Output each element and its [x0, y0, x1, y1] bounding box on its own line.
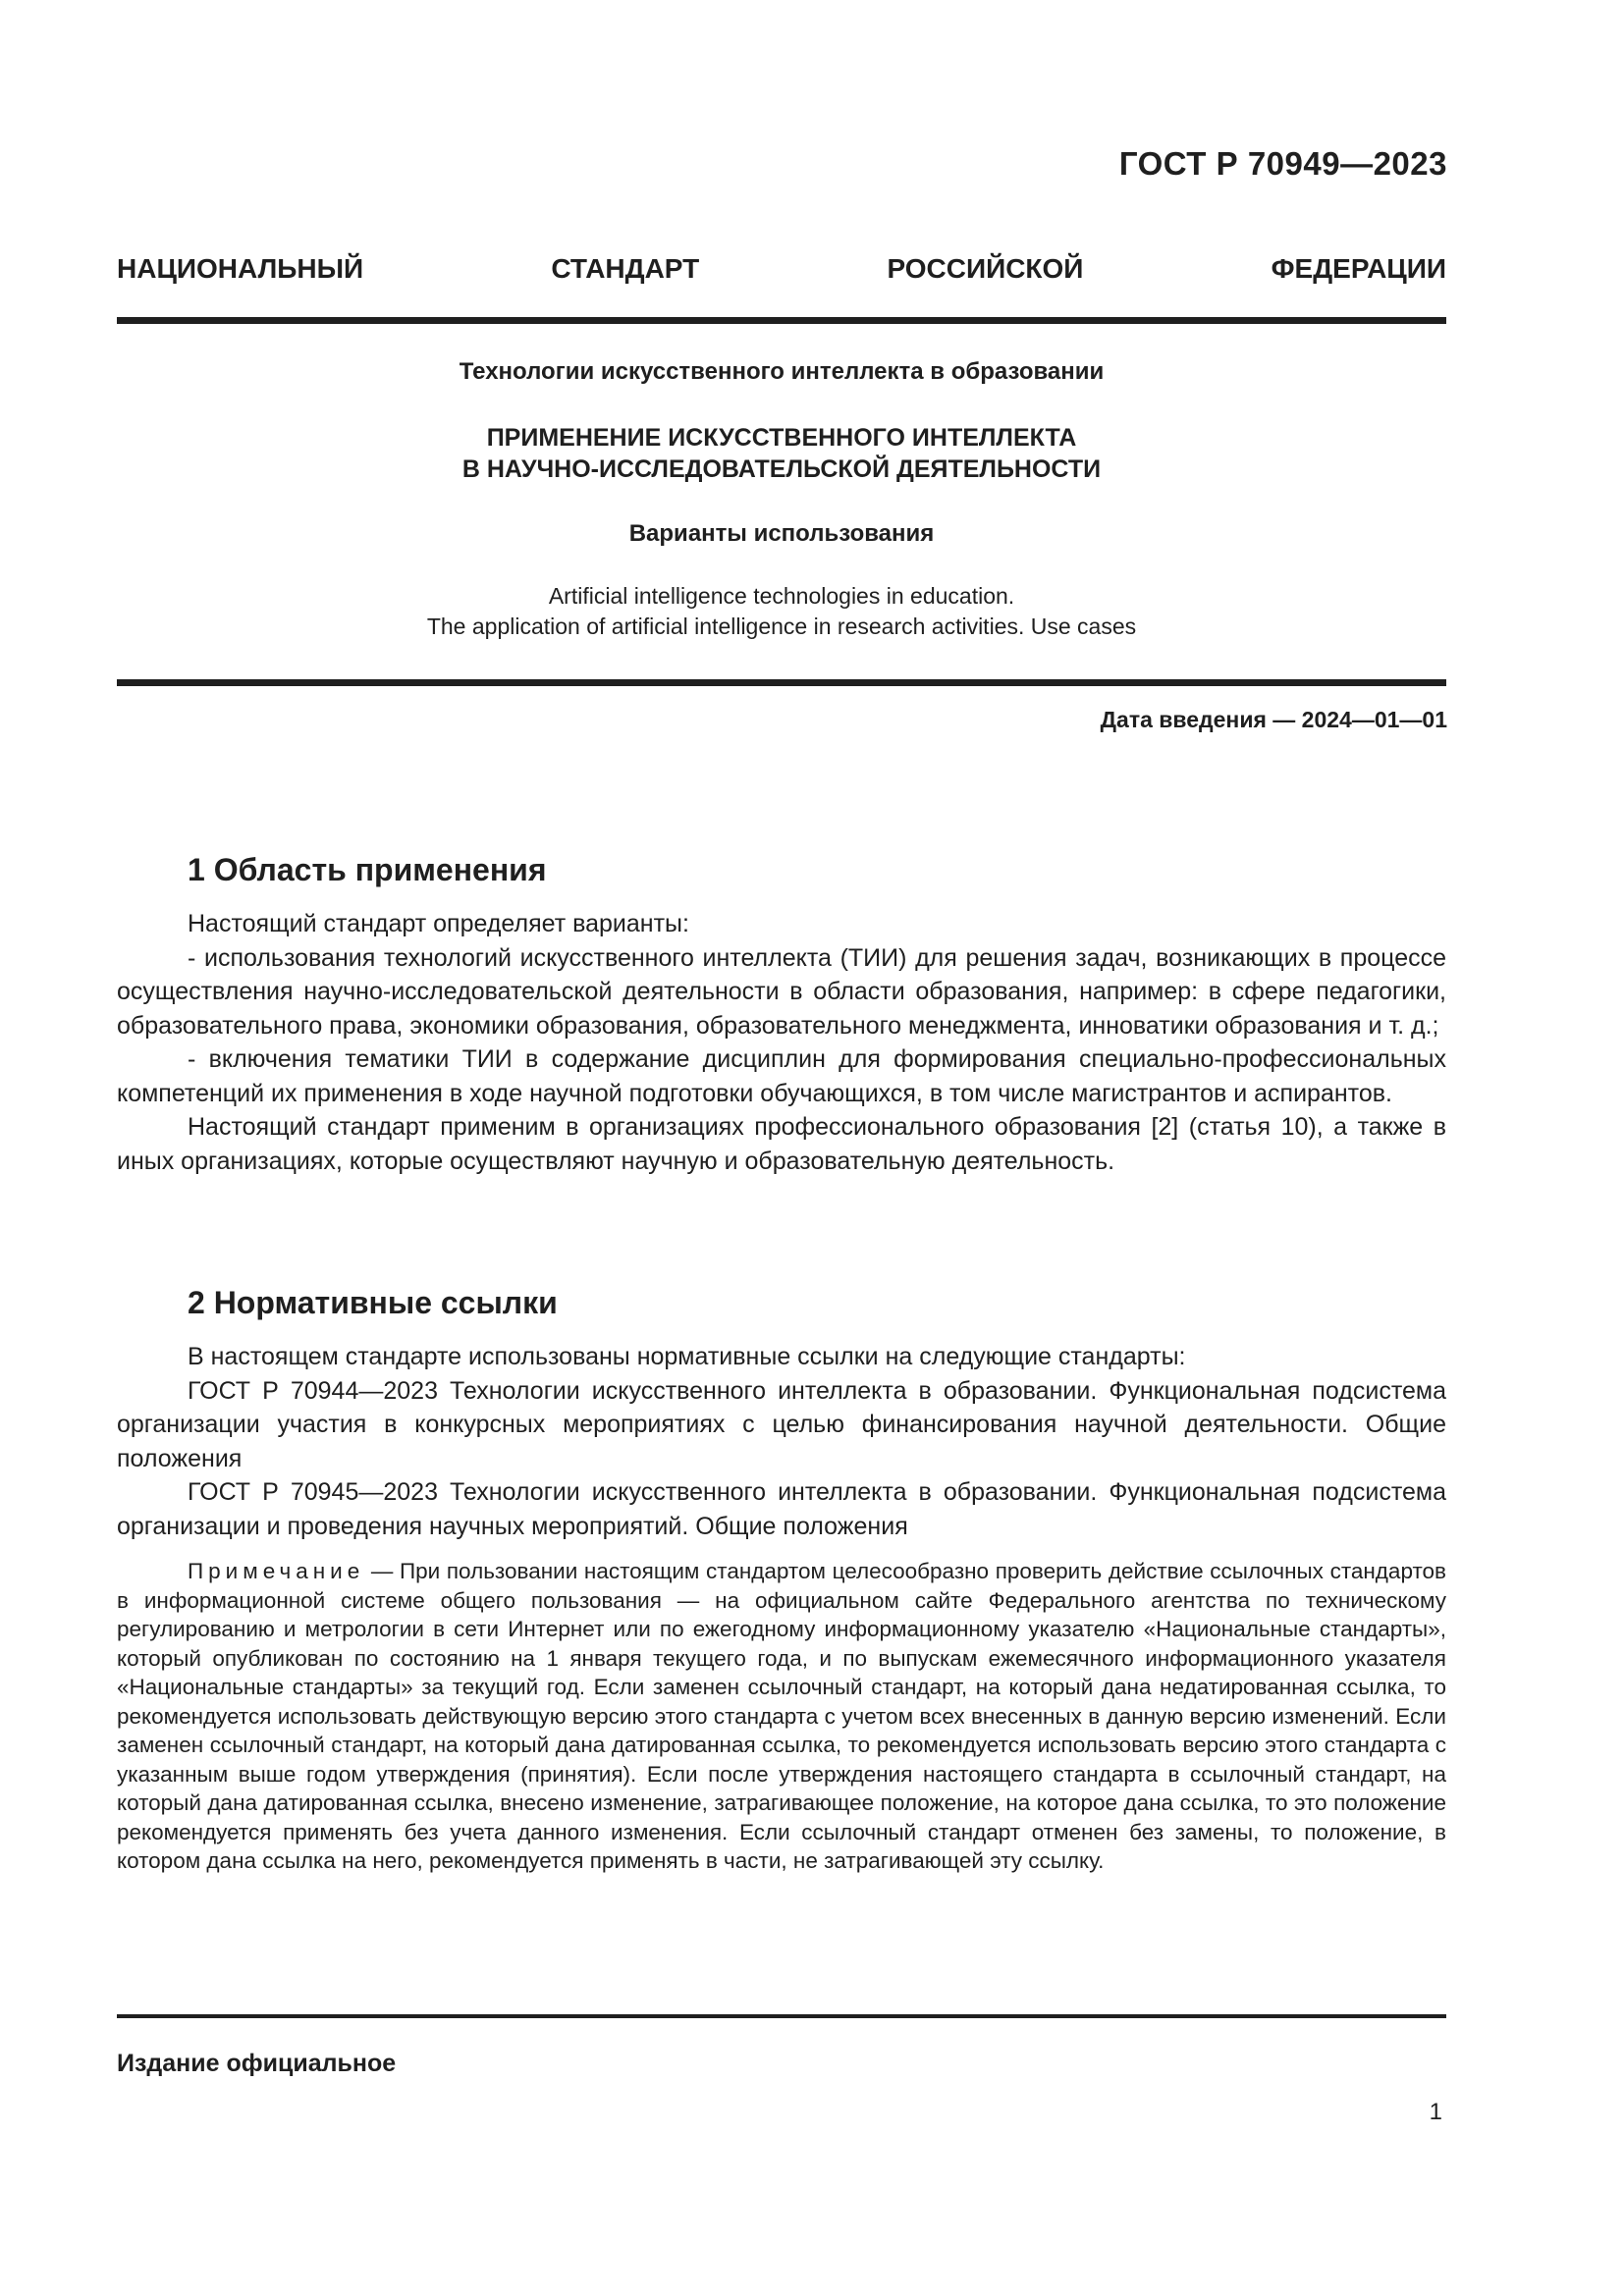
- title-series: Технологии искусственного интеллекта в образовании: [459, 358, 1105, 385]
- section-1-paragraph: - использования технологий искусственного интеллекта (ТИИ) для решения задач, возникающих в процессе осуществления научно-исследовательской деятельности в области образования, например: в сфере педагогики, образовательного права, экономики образования, образовательного менеджмента, инноватики образования и т. д.;: [117, 943, 1446, 1040]
- section-1-paragraph: Настоящий стандарт применим в организациях профессионального образования [2] (статья 10), а также в иных организациях, которые осуществляют научную и образовательную деятельность.: [117, 1113, 1446, 1175]
- introduction-date: Дата введения — 2024—01—01: [1100, 707, 1447, 732]
- title-english: [117, 581, 1446, 642]
- footer-divider: [117, 2014, 1446, 2018]
- section-scope: [117, 850, 1446, 1178]
- official-edition-label: Издание официальное: [117, 2050, 397, 2077]
- document-designation: ГОСТ Р 70949—2023: [1118, 145, 1447, 182]
- section-normative-references: [117, 1283, 1446, 1876]
- section-2-heading: 2 Нормативные ссылки: [188, 1285, 558, 1320]
- title-main-line-1: ПРИМЕНЕНИЕ ИСКУССТВЕННОГО ИНТЕЛЛЕКТА: [486, 424, 1077, 452]
- section-1-heading: 1 Область применения: [188, 852, 547, 887]
- national-standard-banner: НАЦИОНАЛЬНЫЙ СТАНДАРТ РОССИЙСКОЙ ФЕДЕРАЦИИ: [117, 253, 1446, 284]
- title-subtitle: Варианты использования: [628, 520, 935, 547]
- title-english-line-1: Artificial intelligence technologies in education.: [548, 583, 1015, 609]
- note-label: Примечание: [188, 1559, 365, 1583]
- title-main: [117, 422, 1446, 485]
- page-number: 1: [1429, 2099, 1442, 2125]
- section-2-reference: ГОСТ Р 70944—2023 Технологии искусственного интеллекта в образовании. Функциональная подсистема организации участия в конкурсных мероприятиях с целью финансирования научной деятельности. Общие положения: [117, 1376, 1446, 1472]
- section-2-reference: ГОСТ Р 70945—2023 Технологии искусственного интеллекта в образовании. Функциональная подсистема организации и проведения научных мероприятий. Общие положения: [117, 1478, 1446, 1540]
- title-main-line-2: В НАУЧНО-ИССЛЕДОВАТЕЛЬСКОЙ ДЕЯТЕЛЬНОСТИ: [461, 455, 1102, 483]
- section-2-note: [117, 1557, 1446, 1876]
- header-divider: [117, 317, 1446, 324]
- section-1-paragraph: - включения тематики ТИИ в содержание дисциплин для формирования специально-профессиональных компетенций их применения в ходе научной подготовки обучающихся, в том числе магистрантов и аспирантов.: [117, 1045, 1446, 1107]
- section-1-paragraph: Настоящий стандарт определяет варианты:: [188, 910, 689, 937]
- note-text: — При пользовании настоящим стандартом целесообразно проверить действие ссылочных стандартов в информационной системе общего пользования — на официальном сайте Федерального агентства по техническому регулированию и метрологии в сети Интернет или по ежегодному информационному указателю «Национальные стандарты», который опубликован по состоянию на 1 января текущего года, и по выпускам ежемесячного информационного указателя «Национальные стандарты» за текущий год. Если заменен ссылочный стандарт, на который дана недатированная ссылка, то рекомендуется использовать действующую версию этого стандарта с учетом всех внесенных в данную версию изменений. Если заменен ссылочный стандарт, на который дана датированная ссылка, то рекомендуется использовать версию этого стандарта с указанным выше годом утверждения (принятия). Если после утверждения настоящего стандарта в ссылочный стандарт, на который дана датированная ссылка, внесено изменение, затрагивающее положение, на которое дана ссылка, то это положение рекомендуется применять без учета данного изменения. Если ссылочный стандарт отменен без замены, то положение, в котором дана ссылка на него, рекомендуется применять в части, не затрагивающей эту ссылку.: [117, 1559, 1446, 1873]
- title-english-line-2: The application of artificial intelligence in research activities. Use cases: [426, 614, 1137, 639]
- title-divider: [117, 679, 1446, 686]
- section-2-paragraph: В настоящем стандарте использованы нормативные ссылки на следующие стандарты:: [188, 1343, 1186, 1370]
